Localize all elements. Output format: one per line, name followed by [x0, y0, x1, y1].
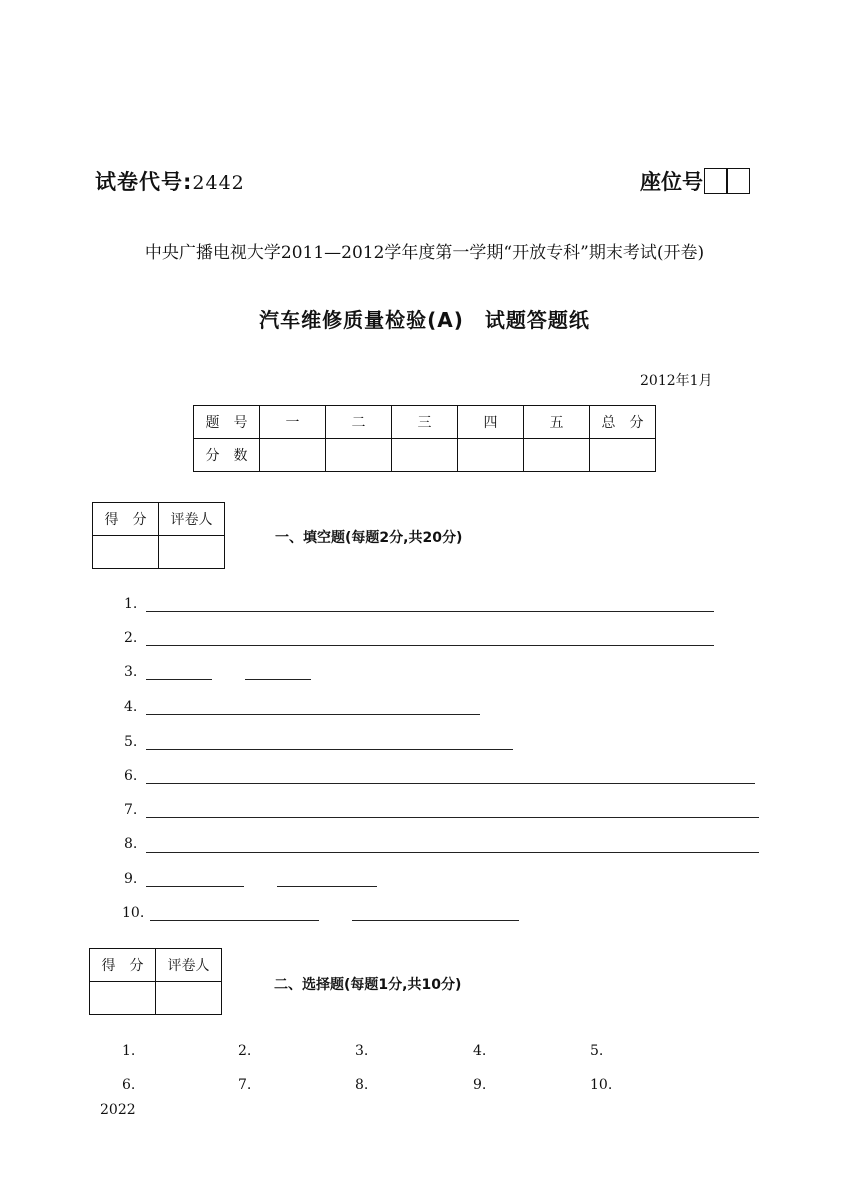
answer-line[interactable]: [352, 920, 519, 921]
seat-boxes: [705, 168, 750, 194]
answer-line[interactable]: [150, 920, 319, 921]
score-cell[interactable]: [458, 439, 524, 472]
score-label: 得 分: [90, 949, 156, 982]
score-header-cell: 三: [392, 406, 458, 439]
score-cell[interactable]: [93, 536, 159, 569]
choice-number: 3.: [355, 1043, 369, 1059]
choice-number: 10.: [590, 1077, 613, 1093]
score-table-header-row: [194, 406, 656, 439]
choice-number: 7.: [238, 1077, 252, 1093]
answer-line[interactable]: [146, 886, 244, 887]
score-header-cell: 二: [326, 406, 392, 439]
question-number: 7.: [124, 802, 138, 818]
question-number: 8.: [124, 836, 138, 852]
score-cell[interactable]: [392, 439, 458, 472]
score-table-value-row: [194, 439, 656, 472]
score-header-cell: 一: [260, 406, 326, 439]
choice-number: 8.: [355, 1077, 369, 1093]
score-header-cell: 题 号: [194, 406, 260, 439]
choice-number: 1.: [122, 1043, 136, 1059]
section1-heading: 一、填空题(每题2分,共20分): [275, 530, 463, 546]
exam-date: 2012年1月: [640, 373, 713, 389]
grader-box-section1: [92, 502, 225, 569]
answer-line[interactable]: [277, 886, 377, 887]
question-number: 10.: [122, 905, 145, 921]
answer-line[interactable]: [146, 852, 759, 853]
grader-label: 评卷人: [156, 949, 222, 982]
answer-line[interactable]: [146, 679, 212, 680]
choice-number: 5.: [590, 1043, 604, 1059]
paper-code-value: 2442: [192, 172, 245, 194]
choice-number: 4.: [473, 1043, 487, 1059]
grader-box-section2: [89, 948, 222, 1015]
score-row-label: 分 数: [194, 439, 260, 472]
answer-line[interactable]: [146, 714, 480, 715]
page-number: 2022: [100, 1102, 136, 1118]
question-number: 4.: [124, 699, 138, 715]
seat-label: 座位号: [640, 170, 703, 194]
choice-number: 9.: [473, 1077, 487, 1093]
seat-box[interactable]: [726, 168, 750, 194]
question-number: 6.: [124, 768, 138, 784]
score-header-cell: 总 分: [590, 406, 656, 439]
score-cell[interactable]: [326, 439, 392, 472]
question-number: 5.: [124, 734, 138, 750]
answer-line[interactable]: [245, 679, 311, 680]
question-number: 3.: [124, 664, 138, 680]
exam-subtitle: 中央广播电视大学2011—2012学年度第一学期“开放专科”期末考试(开卷): [144, 243, 705, 263]
grader-cell[interactable]: [156, 982, 222, 1015]
grader-label: 评卷人: [159, 503, 225, 536]
seat-box[interactable]: [704, 168, 728, 194]
paper-code-label: 试卷代号:: [95, 170, 193, 194]
choice-number: 6.: [122, 1077, 136, 1093]
exam-title: 汽车维修质量检验(A) 试题答题纸: [259, 308, 590, 332]
score-cell[interactable]: [90, 982, 156, 1015]
score-header-cell: 五: [524, 406, 590, 439]
section2-heading: 二、选择题(每题1分,共10分): [274, 977, 462, 993]
score-cell[interactable]: [524, 439, 590, 472]
answer-line[interactable]: [146, 783, 755, 784]
score-table: [193, 405, 656, 472]
answer-line[interactable]: [146, 817, 759, 818]
score-label: 得 分: [93, 503, 159, 536]
score-cell[interactable]: [590, 439, 656, 472]
grader-cell[interactable]: [159, 536, 225, 569]
answer-line[interactable]: [146, 611, 714, 612]
score-header-cell: 四: [458, 406, 524, 439]
answer-line[interactable]: [146, 749, 513, 750]
question-number: 1.: [124, 596, 138, 612]
answer-line[interactable]: [146, 645, 714, 646]
question-number: 2.: [124, 630, 138, 646]
choice-number: 2.: [238, 1043, 252, 1059]
question-number: 9.: [124, 871, 138, 887]
paper-code: [95, 166, 245, 196]
seat-number: [640, 166, 750, 196]
score-cell[interactable]: [260, 439, 326, 472]
